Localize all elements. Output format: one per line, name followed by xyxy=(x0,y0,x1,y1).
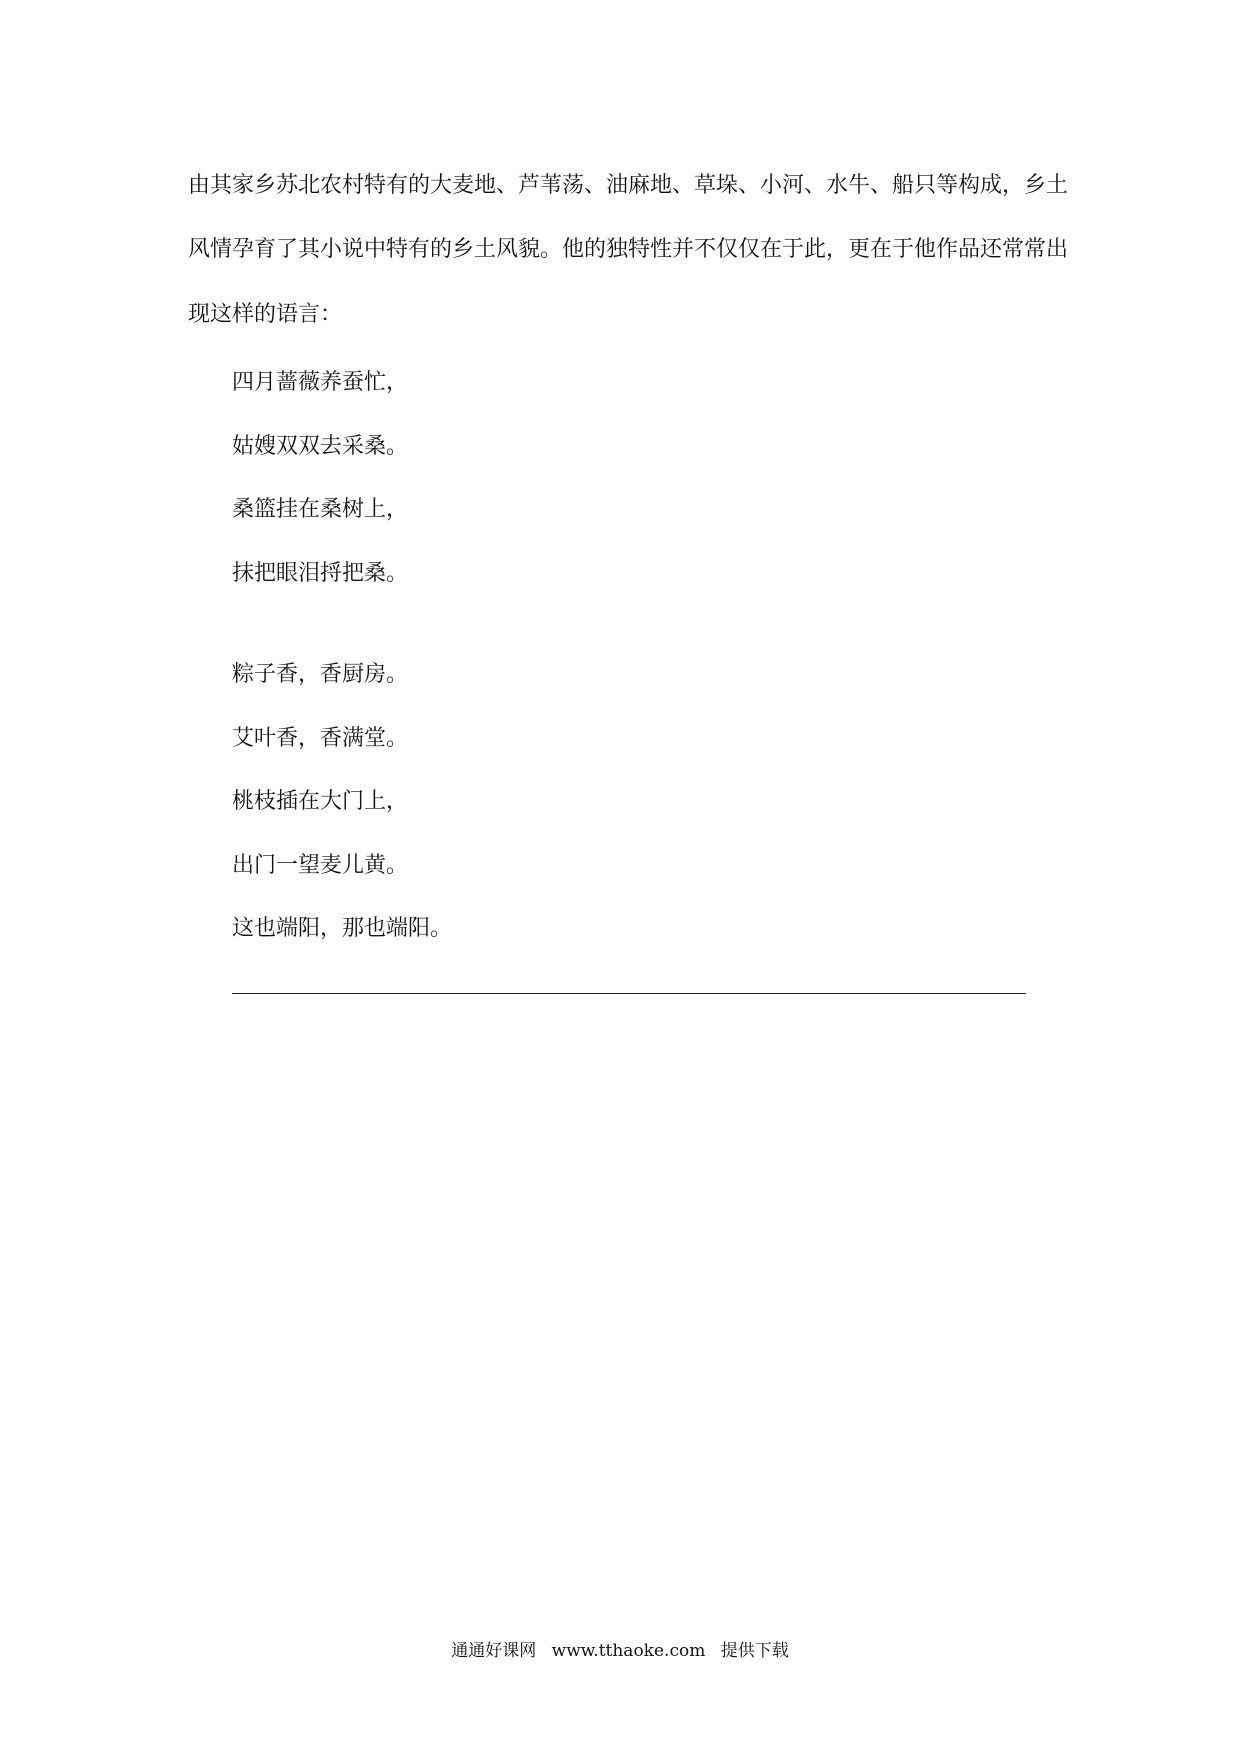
poem-2-line-4: 出门一望麦儿黄。 xyxy=(232,853,409,878)
poem-2-line-2: 艾叶香，香满堂。 xyxy=(232,726,409,751)
poem-1-line-4: 抹把眼泪捋把桑。 xyxy=(232,561,409,586)
poem-1-line-1: 四月蔷薇养蚕忙， xyxy=(232,370,409,395)
paragraph-line-2: 风情孕育了其小说中特有的乡土风貌。他的独特性并不仅仅在于此，更在于他作品还常常出 xyxy=(188,237,1069,262)
poem-2-line-5: 这也端阳，那也端阳。 xyxy=(232,916,453,941)
page-footer xyxy=(0,1639,1240,1663)
poem-1-line-2: 姑嫂双双去采桑。 xyxy=(232,434,409,459)
horizontal-divider xyxy=(232,993,1026,994)
footer-url-link[interactable]: www.tthaoke.com xyxy=(551,1641,706,1661)
footer-site-name: 通通好课网 xyxy=(451,1641,537,1661)
poem-2-line-1: 粽子香，香厨房。 xyxy=(232,662,409,687)
footer-suffix: 提供下载 xyxy=(720,1641,789,1661)
paragraph-line-1: 由其家乡苏北农村特有的大麦地、芦苇荡、油麻地、草垛、小河、水牛、船只等构成，乡土 xyxy=(188,173,1069,198)
poem-1-line-3: 桑篮挂在桑树上， xyxy=(232,497,409,522)
paragraph-line-3: 现这样的语言： xyxy=(188,302,343,327)
poem-2-line-3: 桃枝插在大门上， xyxy=(232,789,409,814)
